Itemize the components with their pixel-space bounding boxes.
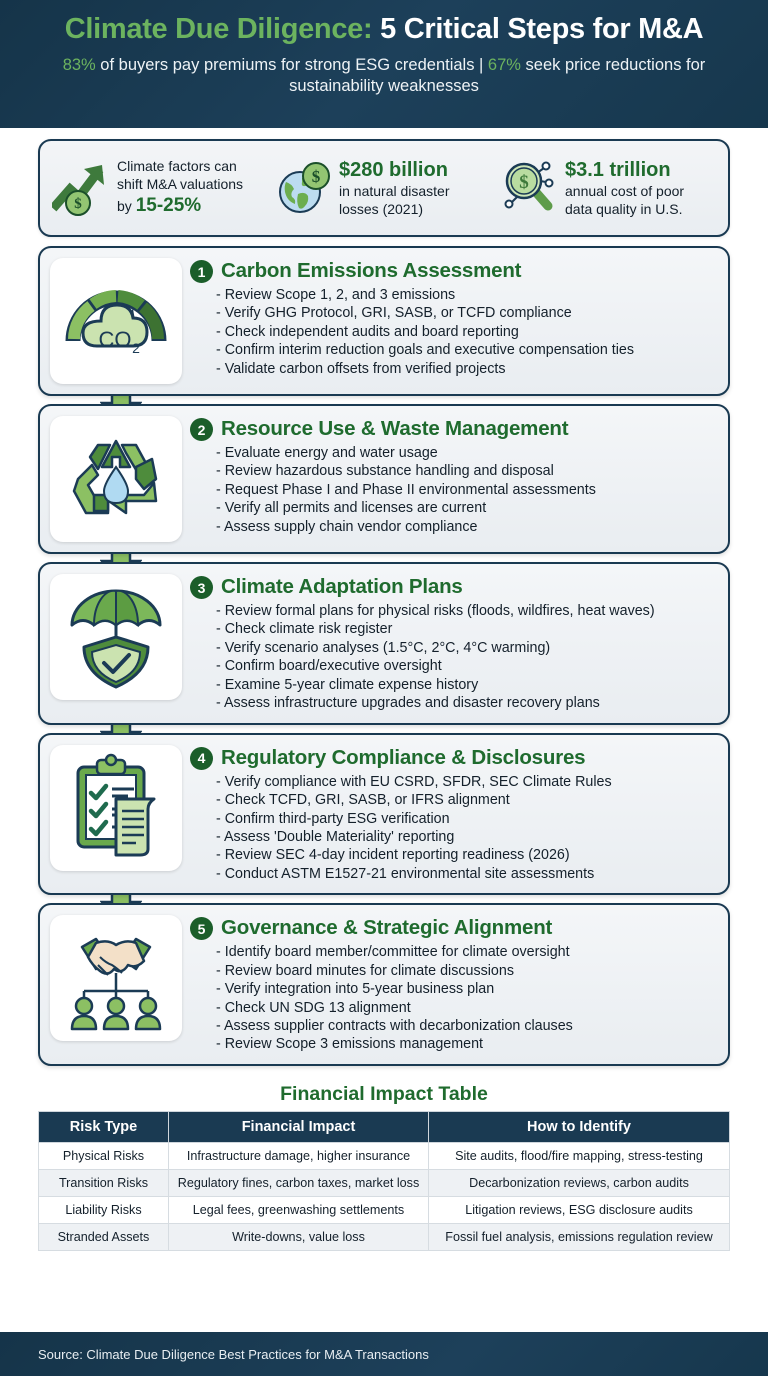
- source-text: Source: Climate Due Diligence Best Practices for M&A Transactions: [38, 1346, 429, 1362]
- stat-line-1: annual cost of poor: [565, 182, 685, 199]
- subtitle-stat-2: 67%: [487, 55, 521, 74]
- table-cell-financial-impact: Legal fees, greenwashing settlements: [169, 1196, 429, 1223]
- step-list-item: - Verify integration into 5-year business plan: [216, 980, 716, 998]
- step-list-item: - Review SEC 4-day incident reporting readiness (2026): [216, 846, 716, 864]
- stat-item-data-quality: [496, 156, 720, 221]
- step-head-1: [190, 260, 716, 283]
- step-icon-box-2: [50, 416, 182, 542]
- page-title: [20, 14, 748, 46]
- table-cell-how-to-identify: Litigation reviews, ESG disclosure audits: [429, 1196, 730, 1223]
- step-list-item: - Assess supplier contracts with decarbonization clauses: [216, 1017, 716, 1035]
- stat-item-valuation: [48, 155, 272, 222]
- growth-arrow-dollar-icon: [52, 155, 110, 222]
- step-title-3: Climate Adaptation Plans: [221, 575, 463, 599]
- table-cell-risk-type: Liability Risks: [39, 1196, 169, 1223]
- handshake-org-icon: [64, 921, 168, 1036]
- step-list-item: - Assess infrastructure upgrades and disaster recovery plans: [216, 694, 716, 712]
- table-cell-risk-type: Physical Risks: [39, 1142, 169, 1169]
- stat-item-disaster-losses: [272, 156, 496, 221]
- stats-bar-wrapper: [0, 128, 768, 237]
- recycle-water-icon: [64, 427, 168, 532]
- step-head-5: [190, 917, 716, 940]
- table-cell-financial-impact: Regulatory fines, carbon taxes, market loss: [169, 1169, 429, 1196]
- table-cell-financial-impact: Infrastructure damage, higher insurance: [169, 1142, 429, 1169]
- stat-value-disaster-losses: $280 billion: [339, 158, 448, 181]
- step-card-1[interactable]: [38, 246, 730, 396]
- magnifier-dollar-icon: [500, 156, 558, 221]
- step-title-1: Carbon Emissions Assessment: [221, 259, 522, 283]
- step-list-3: [190, 602, 716, 713]
- step-icon-box-1: [50, 258, 182, 384]
- step-list-1: [190, 286, 716, 378]
- step-list-item: - Assess supply chain vendor compliance: [216, 518, 716, 536]
- table-row: [39, 1223, 730, 1250]
- step-list-item: - Verify all permits and licenses are current: [216, 499, 716, 517]
- step-list-5: [190, 943, 716, 1054]
- step-body-5: [182, 915, 716, 1054]
- step-icon-box-5: [50, 915, 182, 1041]
- step-list-item: - Confirm board/executive oversight: [216, 657, 716, 675]
- step-list-item: - Verify GHG Protocol, GRI, SASB, or TCFD compliance: [216, 304, 716, 322]
- stat-line-3-prefix: by: [117, 197, 136, 214]
- umbrella-shield-icon: [64, 579, 168, 696]
- stat-line-2: losses (2021): [339, 200, 424, 217]
- step-list-item: - Review board minutes for climate discussions: [216, 962, 716, 980]
- step-list-item: - Confirm third-party ESG verification: [216, 810, 716, 828]
- stat-value-valuation: 15-25%: [135, 194, 202, 216]
- financial-impact-table: [38, 1111, 730, 1251]
- step-list-item: - Confirm interim reduction goals and executive compensation ties: [216, 341, 716, 359]
- step-list-item: - Evaluate energy and water usage: [216, 444, 716, 462]
- stat-line-1: in natural disaster: [339, 182, 450, 199]
- stat-value-data-quality: $3.1 trillion: [565, 158, 671, 181]
- step-list-item: - Verify compliance with EU CSRD, SFDR, SEC Climate Rules: [216, 773, 716, 791]
- step-card-2[interactable]: [38, 404, 730, 554]
- stat-line-1: Climate factors can: [117, 158, 237, 175]
- stat-text-data-quality: [565, 158, 684, 218]
- clipboard-checklist-icon: [64, 751, 168, 864]
- step-body-3: [182, 574, 716, 713]
- svg-text:$: $: [311, 166, 321, 186]
- stat-line-2: shift M&A valuations: [117, 176, 244, 193]
- subtitle-stat-1: 83%: [62, 55, 96, 74]
- step-body-1: [182, 258, 716, 378]
- svg-text:2: 2: [132, 339, 140, 356]
- step-badge-1: 1: [190, 260, 213, 283]
- step-badge-2: 2: [190, 418, 213, 441]
- step-card-4[interactable]: [38, 733, 730, 896]
- svg-text:CO: CO: [98, 326, 132, 352]
- step-body-2: [182, 416, 716, 536]
- table-cell-how-to-identify: Site audits, flood/fire mapping, stress-testing: [429, 1142, 730, 1169]
- table-row: [39, 1142, 730, 1169]
- table-row: [39, 1196, 730, 1223]
- svg-text:$: $: [74, 195, 82, 212]
- step-body-4: [182, 745, 716, 884]
- step-badge-4: 4: [190, 747, 213, 770]
- table-header-risk-type: Risk Type: [39, 1111, 169, 1142]
- globe-dollar-icon: [276, 156, 332, 221]
- step-list-item: - Review formal plans for physical risks (floods, wildfires, heat waves): [216, 602, 716, 620]
- step-list-item: - Examine 5-year climate expense history: [216, 676, 716, 694]
- steps-section: [0, 237, 768, 1066]
- step-icon-box-4: [50, 745, 182, 871]
- step-list-item: - Verify scenario analyses (1.5°C, 2°C, 4°C warming): [216, 639, 716, 657]
- subtitle-text-2: seek price reductions for sustainability weaknesses: [289, 55, 706, 96]
- step-list-item: - Identify board member/committee for climate oversight: [216, 943, 716, 961]
- step-list-item: - Assess 'Double Materiality' reporting: [216, 828, 716, 846]
- step-list-item: - Conduct ASTM E1527-21 environmental site assessments: [216, 865, 716, 883]
- page-header: [0, 0, 768, 128]
- stat-line-3: [117, 194, 243, 218]
- step-block-3: [38, 562, 730, 725]
- step-list-item: - Validate carbon offsets from verified projects: [216, 360, 716, 378]
- table-cell-risk-type: Stranded Assets: [39, 1223, 169, 1250]
- step-icon-box-3: [50, 574, 182, 700]
- page-title-accent: Climate Due Diligence:: [64, 13, 373, 45]
- page-footer: [0, 1332, 768, 1376]
- step-list-2: [190, 444, 716, 536]
- table-cell-how-to-identify: Decarbonization reviews, carbon audits: [429, 1169, 730, 1196]
- step-card-5[interactable]: [38, 903, 730, 1066]
- step-list-item: - Review Scope 3 emissions management: [216, 1035, 716, 1053]
- step-block-2: [38, 404, 730, 554]
- table-cell-risk-type: Transition Risks: [39, 1169, 169, 1196]
- svg-text:$: $: [519, 171, 529, 193]
- step-badge-3: 3: [190, 576, 213, 599]
- step-list-item: - Check UN SDG 13 alignment: [216, 999, 716, 1017]
- page-title-main: 5 Critical Steps for M&A: [372, 13, 704, 45]
- step-head-2: [190, 418, 716, 441]
- stat-text-valuation: [117, 158, 243, 217]
- step-head-3: [190, 576, 716, 599]
- step-card-3[interactable]: [38, 562, 730, 725]
- co2-gauge-icon: [61, 269, 171, 374]
- step-block-4: [38, 733, 730, 896]
- stat-text-disaster-losses: [339, 158, 450, 218]
- step-list-item: - Review hazardous substance handling and disposal: [216, 462, 716, 480]
- table-header-how-to-identify: How to Identify: [429, 1111, 730, 1142]
- step-block-1: [38, 246, 730, 396]
- step-list-item: - Review Scope 1, 2, and 3 emissions: [216, 286, 716, 304]
- financial-impact-title: Financial Impact Table: [280, 1082, 488, 1105]
- subtitle-text-1: of buyers pay premiums for strong ESG credentials |: [95, 55, 488, 74]
- step-block-5: [38, 903, 730, 1066]
- table-header-row: [39, 1111, 730, 1142]
- step-badge-5: 5: [190, 917, 213, 940]
- page-subtitle: [20, 55, 748, 98]
- table-row: [39, 1169, 730, 1196]
- step-head-4: [190, 747, 716, 770]
- step-title-2: Resource Use & Waste Management: [221, 417, 569, 441]
- step-list-item: - Check TCFD, GRI, SASB, or IFRS alignment: [216, 791, 716, 809]
- step-title-5: Governance & Strategic Alignment: [221, 916, 553, 940]
- step-list-4: [190, 773, 716, 884]
- step-list-item: - Check climate risk register: [216, 620, 716, 638]
- table-cell-financial-impact: Write-downs, value loss: [169, 1223, 429, 1250]
- table-header-financial-impact: Financial Impact: [169, 1111, 429, 1142]
- stats-bar: [38, 139, 730, 237]
- stat-line-2: data quality in U.S.: [565, 200, 683, 217]
- step-title-4: Regulatory Compliance & Disclosures: [221, 745, 586, 769]
- step-list-item: - Request Phase I and Phase II environmental assessments: [216, 481, 716, 499]
- table-cell-how-to-identify: Fossil fuel analysis, emissions regulation review: [429, 1223, 730, 1250]
- financial-impact-section: [0, 1074, 768, 1251]
- step-list-item: - Check independent audits and board reporting: [216, 323, 716, 341]
